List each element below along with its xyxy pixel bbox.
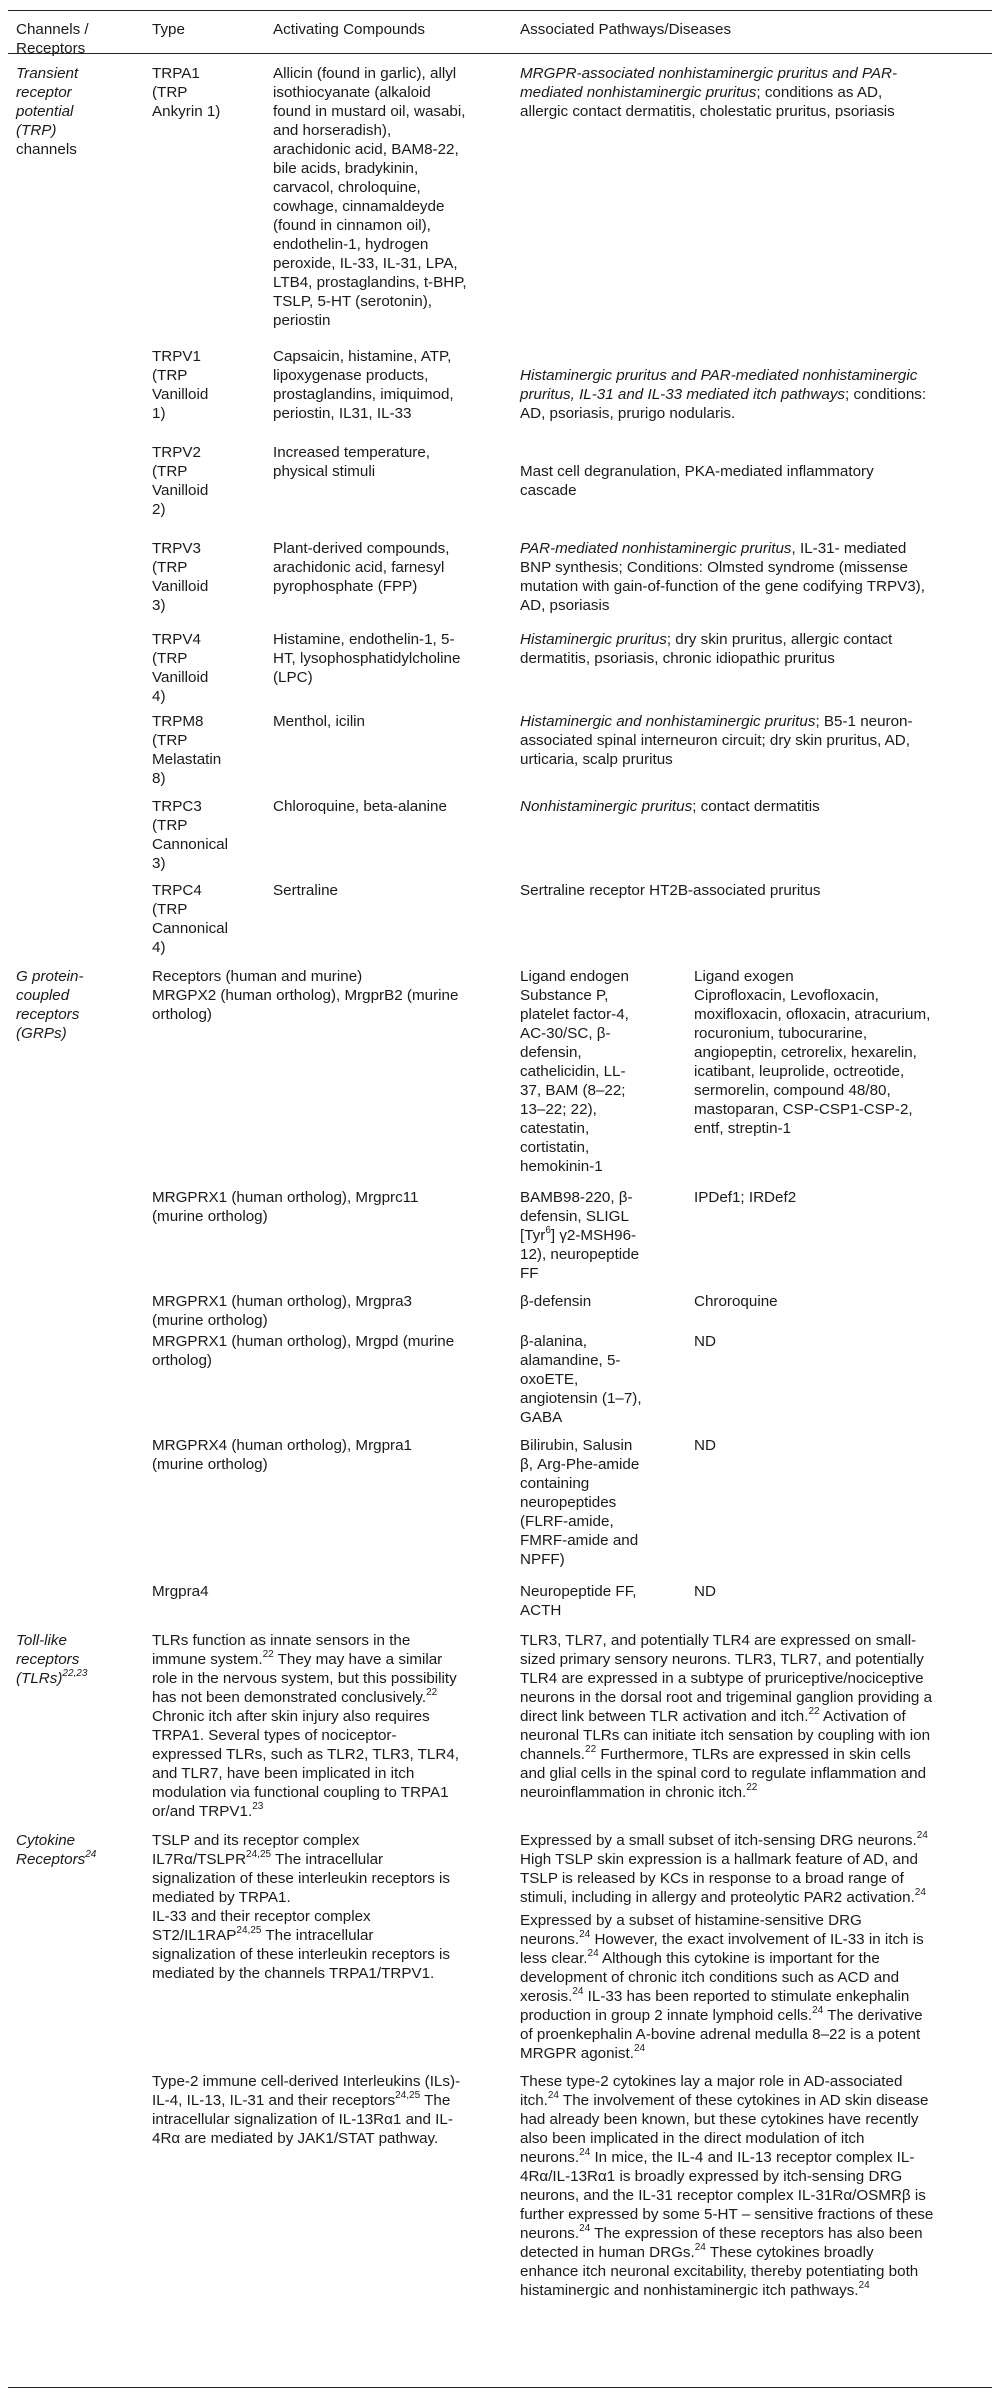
cytokine-right: 4Rα/IL-13Rα1 is broadly expressed by itch-sensing DRG	[520, 2168, 903, 2185]
tlr-left: expressed TLRs, such as TLR2, TLR3, TLR4,	[152, 1746, 459, 1763]
gpcr-name: receptors	[16, 1006, 80, 1023]
gpcr-subhead-endogen: Ligand endogen	[520, 968, 629, 985]
gpcr-exogen: angiopeptin, cetrorelix, hexarelin,	[694, 1044, 917, 1061]
trp-pathway: urticaria, scalp pruritus	[520, 751, 673, 768]
trp-pathway: mutation with gain-of-function of the gene codifying TRPV3),	[520, 578, 925, 595]
trp-type: 8)	[152, 770, 166, 787]
trp-type: (TRP	[152, 84, 188, 101]
cytokine-left: IL-4, IL-13, IL-31 and their receptors$^{24,25}$ The	[152, 2089, 451, 2109]
trp-type: (TRP	[152, 650, 188, 667]
trp-pathway: allergic contact dermatitis, cholestatic pruritus, psoriasis	[520, 103, 895, 120]
tlr-right: direct link between TLR activation and itch.$^{22}$ Activation of	[520, 1705, 906, 1725]
cytokine-right: Expressed by a small subset of itch-sensing DRG neurons.$^{24}$	[520, 1829, 928, 1849]
trp-pathway: MRGPR-associated nonhistaminergic pruritus and PAR-	[520, 65, 898, 82]
trp-compounds: prostaglandins, imiquimod,	[273, 386, 454, 403]
trp-pathway: AD, psoriasis, prurigo nodularis.	[520, 405, 736, 422]
trp-pathway: cascade	[520, 482, 577, 499]
cytokine-left: ST2/IL1RAP$^{24,25}$ The intracellular	[152, 1924, 374, 1944]
table-top-rule	[8, 10, 992, 11]
tlr-left: TRPA1. Several types of nociceptor-	[152, 1727, 397, 1744]
cytokine-left: 4Rα are mediated by JAK1/STAT pathway.	[152, 2130, 439, 2147]
cytokine-left: TSLP and its receptor complex	[152, 1832, 360, 1849]
cytokine-right: stimuli, including in allergy and proteolytic PAR2 activation.$^{24}$	[520, 1886, 926, 1906]
gpcr-receptor: MRGPRX4 (human ortholog), Mrgpra1	[152, 1437, 412, 1454]
trp-compounds: Chloroquine, beta-alanine	[273, 798, 447, 815]
gpcr-name: coupled	[16, 987, 70, 1004]
cytokine-left: signalization of these interleukin receptors is	[152, 1870, 451, 1887]
trp-compounds: peroxide, IL-33, IL-31, LPA,	[273, 255, 458, 272]
gpcr-exogen: moxifloxacin, ofloxacin, atracurium,	[694, 1006, 931, 1023]
gpcr-exogen: rocuronium, tubocurarine,	[694, 1025, 868, 1042]
tlr-left: immune system.$^{22}$ They may have a similar	[152, 1648, 443, 1668]
cytokine-right: production in group 2 innate lymphoid cells.$^{24}$ The derivative	[520, 2004, 923, 2024]
gpcr-endogen: 12), neuropeptide	[520, 1246, 640, 1263]
trp-compounds: periostin	[273, 312, 331, 329]
cytokine-left: intracellular signalization of IL-13Rα1 and IL-	[152, 2111, 453, 2128]
gpcr-endogen: (FLRF-amide,	[520, 1513, 614, 1530]
gpcr-exogen: icatibant, leuprolide, octreotide,	[694, 1063, 905, 1080]
gpcr-endogen: AC-30/SC, β-	[520, 1025, 611, 1042]
trp-type: TRPV2	[152, 444, 201, 461]
gpcr-endogen: β-alanina,	[520, 1333, 587, 1350]
trp-pathway: Sertraline receptor HT2B-associated pruritus	[520, 882, 821, 899]
gpcr-endogen: neuropeptides	[520, 1494, 617, 1511]
trp-compounds: lipoxygenase products,	[273, 367, 429, 384]
gpcr-endogen: β, Arg-Phe-amide	[520, 1456, 640, 1473]
cytokine-left: Type-2 immune cell-derived Interleukins (ILs)-	[152, 2073, 461, 2090]
tlr-right: neuronal TLRs can initiate itch sensation by coupling with ion	[520, 1727, 931, 1744]
tlr-name: Toll-like	[16, 1632, 67, 1649]
tlr-right: neurons in the dorsal root and trigeminal ganglion providing a	[520, 1689, 933, 1706]
cytokine-right: neurons.$^{24}$ In mice, the IL-4 and IL-13 receptor complex IL-	[520, 2146, 915, 2166]
gpcr-endogen: platelet factor-4,	[520, 1006, 629, 1023]
trp-pathway: Nonhistaminergic pruritus; contact dermatitis	[520, 798, 820, 815]
gpcr-exogen: Ciprofloxacin, Levofloxacin,	[694, 987, 879, 1004]
trp-type: Vanilloid	[152, 578, 209, 595]
trp-type: TRPM8	[152, 713, 204, 730]
tlr-left: has not been demonstrated conclusively.$^{22}$	[152, 1686, 438, 1706]
trp-type: 1)	[152, 405, 166, 422]
cytokine-right: xerosis.$^{24}$ IL-33 has been reported to stimulate enkephalin	[520, 1985, 910, 2005]
cytokine-right: MRGPR agonist.$^{24}$	[520, 2042, 646, 2062]
trp-pathway: AD, psoriasis	[520, 597, 610, 614]
gpcr-exogen: IPDef1; IRDef2	[694, 1189, 797, 1206]
trp-type: TRPV1	[152, 348, 201, 365]
trp-compounds: isothiocyanate (alkaloid	[273, 84, 431, 101]
gpcr-endogen: defensin, SLIGL	[520, 1208, 629, 1225]
trp-type: Ankyrin 1)	[152, 103, 221, 120]
trp-compounds: endothelin-1, hydrogen	[273, 236, 429, 253]
gpcr-exogen: ND	[694, 1437, 716, 1454]
tlr-name: (TLRs)$^{22,23}$	[16, 1667, 88, 1687]
trp-compounds: Histamine, endothelin-1, 5-	[273, 631, 455, 648]
trp-type: Cannonical	[152, 836, 228, 853]
cytokine-right: neurons.$^{24}$ The expression of these receptors has also been	[520, 2222, 923, 2242]
cytokine-right: TSLP is released by KCs in response to a broad range of	[520, 1870, 904, 1887]
gpcr-receptor: MRGPRX1 (human ortholog), Mrgpra3	[152, 1293, 412, 1310]
gpcr-subhead-exogen: Ligand exogen	[694, 968, 794, 985]
tlr-left: role in the nervous system, but this possibility	[152, 1670, 457, 1687]
cytokine-right: also been implicated in the direct modulation of itch	[520, 2130, 865, 2147]
trp-compounds: (found in cinnamon oil),	[273, 217, 431, 234]
trp-type: TRPC3	[152, 798, 202, 815]
cytokine-left: mediated by the channels TRPA1/TRPV1.	[152, 1965, 435, 1982]
gpcr-endogen: [Tyr$^6$] γ2-MSH96-	[520, 1224, 637, 1244]
gpcr-endogen: 37, BAM (8–22;	[520, 1082, 626, 1099]
gpcr-exogen: Chroroquine	[694, 1293, 778, 1310]
trp-type: (TRP	[152, 367, 188, 384]
trp-compounds: Allicin (found in garlic), allyl	[273, 65, 457, 82]
tlr-right: neuroinflammation in chronic itch.$^{22}$	[520, 1781, 758, 1801]
gpcr-receptor: ortholog)	[152, 1352, 212, 1369]
trp-compounds: physical stimuli	[273, 463, 376, 480]
cytokine-left: IL7Rα/TSLPR$^{24,25}$ The intracellular	[152, 1848, 384, 1868]
gpcr-endogen: oxoETE,	[520, 1371, 579, 1388]
trp-pathway: Histaminergic pruritus and PAR-mediated nonhistaminergic	[520, 367, 918, 384]
gpcr-receptor: MRGPRX1 (human ortholog), Mrgprc11	[152, 1189, 419, 1206]
gpcr-endogen: 13–22; 22),	[520, 1101, 597, 1118]
cytokine-right: itch.$^{24}$ The involvement of these cytokines in AD skin disease	[520, 2089, 929, 2109]
gpcr-endogen: FF	[520, 1265, 539, 1282]
header-receptors: Receptors	[16, 40, 86, 57]
trp-name: receptor	[16, 84, 72, 101]
trp-compounds: cowhage, cinnamaldeyde	[273, 198, 445, 215]
gpcr-receptor: MRGPRX1 (human ortholog), Mrgpd (murine	[152, 1333, 455, 1350]
gpcr-name: G protein-	[16, 968, 84, 985]
cytokine-right: detected in human DRGs.$^{24}$ These cytokines broadly	[520, 2241, 874, 2261]
trp-type: (TRP	[152, 901, 188, 918]
tlr-right: sized primary sensory neurons. TLR3, TLR7, and potentially	[520, 1651, 924, 1668]
gpcr-receptor: MRGPX2 (human ortholog), MrgprB2 (murine	[152, 987, 459, 1004]
trp-type: TRPV4	[152, 631, 201, 648]
tlr-right: TLR4 are expressed in a subtype of pruriceptive/nociceptive	[520, 1670, 924, 1687]
gpcr-endogen: ACTH	[520, 1602, 562, 1619]
gpcr-endogen: alamandine, 5-	[520, 1352, 621, 1369]
gpcr-endogen: Substance P,	[520, 987, 609, 1004]
trp-pathway: Mast cell degranulation, PKA-mediated inflammatory	[520, 463, 874, 480]
header-compounds: Activating Compounds	[273, 21, 425, 38]
cytokine-name: Receptors$^{24}$	[16, 1848, 97, 1868]
trp-pathway: PAR-mediated nonhistaminergic pruritus, IL-31- mediated	[520, 540, 907, 557]
cytokine-right: of proenkephalin A-bovine adrenal medulla 8–22 is a potent	[520, 2026, 921, 2043]
header-pathways: Associated Pathways/Diseases	[520, 21, 732, 38]
gpcr-endogen: FMRF-amide and	[520, 1532, 639, 1549]
trp-pathway: Histaminergic and nonhistaminergic pruritus; B5-1 neuron-	[520, 713, 913, 730]
cytokine-right: further expressed by some 5-HT – sensitive fractions of these	[520, 2206, 934, 2223]
tlr-left: TLRs function as innate sensors in the	[152, 1632, 411, 1649]
cytokine-right: These type-2 cytokines lay a major role in AD-associated	[520, 2073, 903, 2090]
gpcr-endogen: cathelicidin, LL-	[520, 1063, 626, 1080]
trp-compounds: Sertraline	[273, 882, 338, 899]
cytokine-right: less clear.$^{24}$ Although this cytokine is important for the	[520, 1947, 880, 1967]
gpcr-receptor: (murine ortholog)	[152, 1208, 268, 1225]
cytokine-name: Cytokine	[16, 1832, 76, 1849]
trp-type: TRPC4	[152, 882, 202, 899]
gpcr-endogen: angiotensin (1–7),	[520, 1390, 642, 1407]
gpcr-endogen: cortistatin,	[520, 1139, 590, 1156]
cytokine-right: Expressed by a subset of histamine-sensitive DRG	[520, 1912, 862, 1929]
trp-compounds: periostin, IL31, IL-33	[273, 405, 412, 422]
trp-type: Vanilloid	[152, 669, 209, 686]
gpcr-exogen: ND	[694, 1333, 716, 1350]
cytokine-right: development of chronic itch conditions such as ACD and	[520, 1969, 900, 1986]
gpcr-receptor: (murine ortholog)	[152, 1312, 268, 1329]
cytokine-right: enhance itch neuronal excitability, thereby potentiating both	[520, 2263, 919, 2280]
trp-compounds: Capsaicin, histamine, ATP,	[273, 348, 452, 365]
tlr-left: modulation via functional coupling to TRPA1	[152, 1784, 449, 1801]
gpcr-receptor: Mrgpra4	[152, 1583, 209, 1600]
cytokine-left: mediated by TRPA1.	[152, 1889, 291, 1906]
gpcr-exogen: sermorelin, compound 48/80,	[694, 1082, 891, 1099]
header-rule	[8, 53, 992, 54]
cytokine-right: neurons.$^{24}$ However, the exact involvement of IL-33 in itch is	[520, 1928, 924, 1948]
cytokine-right: neurons, and the IL-31 receptor complex IL-31Rα/OSMRβ is	[520, 2187, 926, 2204]
trp-type: 2)	[152, 501, 166, 518]
tlr-right: and glial cells in the spinal cord to regulate inflammation and	[520, 1765, 927, 1782]
gpcr-subhead-receptors: Receptors (human and murine)	[152, 968, 363, 985]
trp-type: Cannonical	[152, 920, 228, 937]
trp-compounds: found in mustard oil, wasabi,	[273, 103, 466, 120]
cytokine-left: signalization of these interleukin receptors is	[152, 1946, 451, 1963]
gpcr-endogen: catestatin,	[520, 1120, 590, 1137]
table-bottom-rule	[8, 2387, 992, 2388]
gpcr-endogen: Bilirubin, Salusin	[520, 1437, 633, 1454]
cytokine-right: histaminergic and nonhistaminergic itch pathways.$^{24}$	[520, 2279, 870, 2299]
trp-name-tail: channels	[16, 141, 77, 158]
tlr-left: or/and TRPV1.23	[152, 1800, 264, 1820]
gpcr-endogen: defensin,	[520, 1044, 582, 1061]
gpcr-endogen: BAMB98-220, β-	[520, 1189, 633, 1206]
trp-pathway: BNP synthesis; Conditions: Olmsted syndrome (missense	[520, 559, 908, 576]
gpcr-name: (GRPs)	[16, 1025, 67, 1042]
header-channels: Channels /	[16, 21, 89, 38]
trp-type: (TRP	[152, 559, 188, 576]
cytokine-left: IL-33 and their receptor complex	[152, 1908, 371, 1925]
trp-compounds: (LPC)	[273, 669, 313, 686]
trp-pathway: mediated nonhistaminergic pruritus; conditions as AD,	[520, 84, 883, 101]
trp-type: Vanilloid	[152, 386, 209, 403]
trp-type: 3)	[152, 855, 166, 872]
trp-type: 3)	[152, 597, 166, 614]
trp-compounds: Increased temperature,	[273, 444, 431, 461]
trp-compounds: and horseradish),	[273, 122, 392, 139]
trp-compounds: Menthol, icilin	[273, 713, 366, 730]
trp-compounds: pyrophosphate (FPP)	[273, 578, 418, 595]
trp-pathway: dermatitis, psoriasis, chronic idiopathic pruritus	[520, 650, 835, 667]
tlr-name: receptors	[16, 1651, 80, 1668]
gpcr-exogen: mastoparan, CSP-CSP1-CSP-2,	[694, 1101, 913, 1118]
tlr-left: and TLR7, have been implicated in itch	[152, 1765, 415, 1782]
gpcr-endogen: Neuropeptide FF,	[520, 1583, 637, 1600]
trp-type: Melastatin	[152, 751, 222, 768]
trp-pathway: Histaminergic pruritus; dry skin pruritus, allergic contact	[520, 631, 893, 648]
gpcr-exogen: ND	[694, 1583, 716, 1600]
trp-compounds: bile acids, bradykinin,	[273, 160, 419, 177]
gpcr-exogen: entf, streptin-1	[694, 1120, 792, 1137]
trp-pathway: associated spinal interneuron circuit; dry skin pruritus, AD,	[520, 732, 910, 749]
cytokine-right: had already been known, but these cytokines have recently	[520, 2111, 919, 2128]
header-type: Type	[152, 21, 185, 38]
gpcr-receptor: (murine ortholog)	[152, 1456, 268, 1473]
trp-type: (TRP	[152, 732, 188, 749]
gpcr-endogen: GABA	[520, 1409, 563, 1426]
gpcr-endogen: hemokinin-1	[520, 1158, 603, 1175]
trp-name: (TRP)	[16, 122, 57, 139]
trp-type: Vanilloid	[152, 482, 209, 499]
gpcr-endogen: β-defensin	[520, 1293, 592, 1310]
trp-type: 4)	[152, 939, 166, 956]
trp-compounds: arachidonic acid, farnesyl	[273, 559, 445, 576]
tlr-left: Chronic itch after skin injury also requires	[152, 1708, 430, 1725]
trp-compounds: Plant-derived compounds,	[273, 540, 450, 557]
trp-compounds: carvacol, chroloquine,	[273, 179, 421, 196]
trp-type: TRPV3	[152, 540, 201, 557]
trp-compounds: LTB4, prostaglandins, t-BHP,	[273, 274, 467, 291]
trp-type: 4)	[152, 688, 166, 705]
trp-pathway: pruritus, IL-31 and IL-33 mediated itch pathways; conditions:	[520, 386, 927, 403]
gpcr-endogen: NPFF)	[520, 1551, 565, 1568]
trp-type: (TRP	[152, 817, 188, 834]
tlr-right: TLR3, TLR7, and potentially TLR4 are expressed on small-	[520, 1632, 917, 1649]
cytokine-right: High TSLP skin expression is a hallmark feature of AD, and	[520, 1851, 918, 1868]
trp-compounds: TSLP, 5-HT (serotonin),	[273, 293, 432, 310]
gpcr-endogen: containing	[520, 1475, 590, 1492]
trp-type: TRPA1	[152, 65, 200, 82]
trp-name: Transient	[16, 65, 79, 82]
tlr-right: channels.$^{22}$ Furthermore, TLRs are expressed in skin cells	[520, 1743, 911, 1763]
trp-name: potential	[16, 103, 74, 120]
trp-compounds: HT, lysophosphatidylcholine	[273, 650, 461, 667]
gpcr-receptor: ortholog)	[152, 1006, 212, 1023]
trp-type: (TRP	[152, 463, 188, 480]
trp-compounds: arachidonic acid, BAM8-22,	[273, 141, 459, 158]
